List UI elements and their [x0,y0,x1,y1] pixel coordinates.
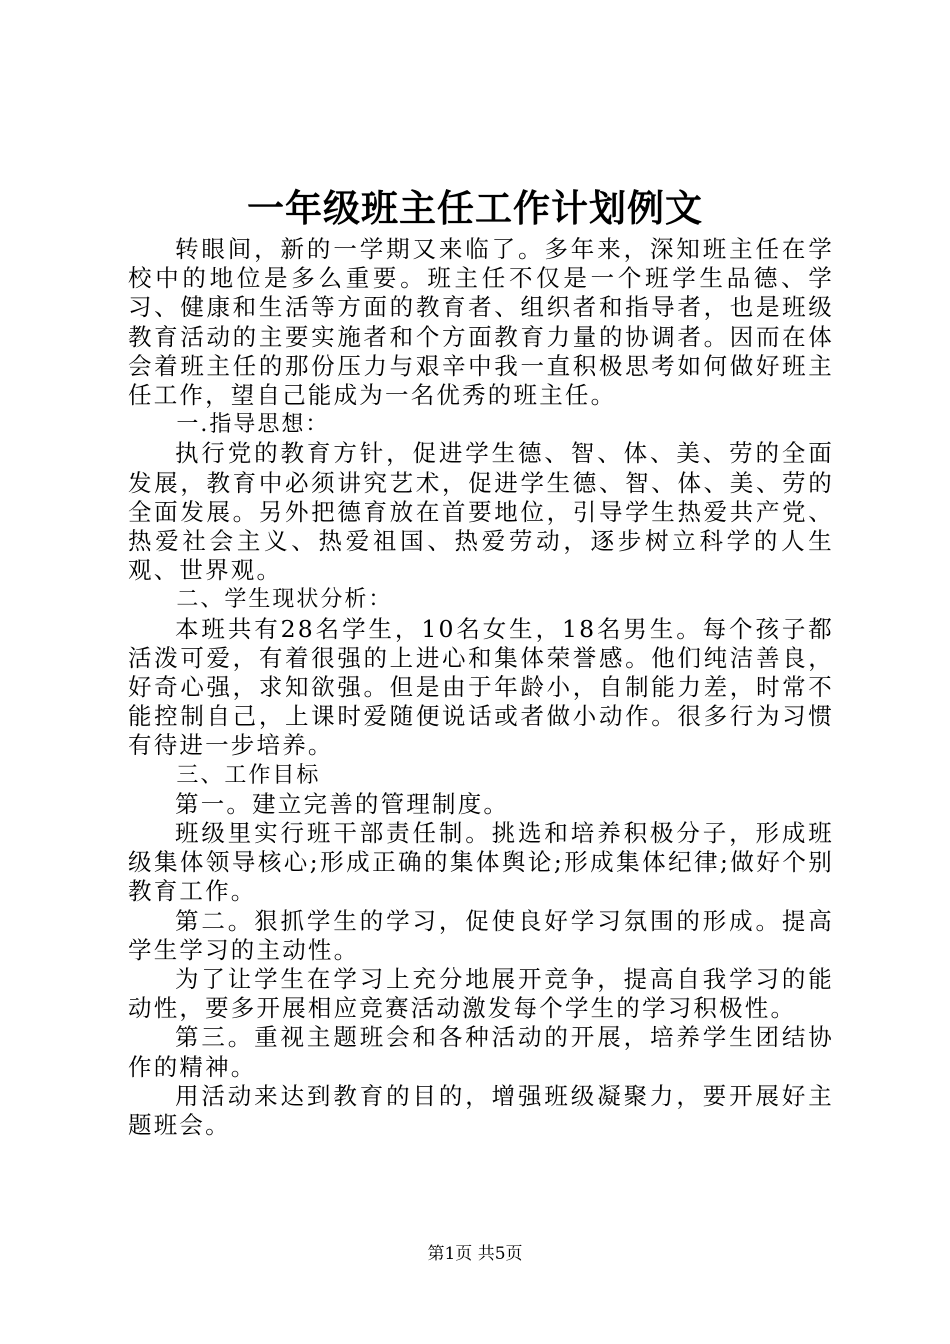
goal-two-paragraph: 为了让学生在学习上充分地展开竞争，提高自我学习的能动性，要多开展相应竞赛活动激发每个学生的学习积极性。 [128,965,834,1023]
goal-two-heading: 第二。狠抓学生的学习，促使良好学习氛围的形成。提高学生学习的主动性。 [128,906,834,964]
document-title: 一年级班主任工作计划例文 [247,186,703,230]
goal-one-heading: 第一。建立完善的管理制度。 [175,789,510,818]
goal-three-heading: 第三。重视主题班会和各种活动的开展，培养学生团结协作的精神。 [128,1023,834,1081]
student-analysis-paragraph: 本班共有28名学生，10名女生，18名男生。每个孩子都活泼可爱，有着很强的上进心和集体荣誉感。他们纯洁善良，好奇心强，求知欲强。但是由于年龄小，自制能力差，时常不能控制自己，上课时爱随便说话或者做小动作。很多行为习惯有待进一步培养。 [128,614,834,760]
goal-one-paragraph: 班级里实行班干部责任制。挑选和培养积极分子，形成班级集体领导核心;形成正确的集体舆论;形成集体纪律;做好个别教育工作。 [128,819,834,906]
guiding-thought-paragraph: 执行党的教育方针，促进学生德、智、体、美、劳的全面发展，教育中必须讲究艺术，促进学生德、智、体、美、劳的全面发展。另外把德育放在首要地位，引导学生热爱共产党、热爱社会主义、热爱祖国、热爱劳动，逐步树立科学的人生观、世界观。 [128,439,834,585]
section-heading-student-analysis: 二、学生现状分析： [176,587,393,613]
goal-three-paragraph: 用活动来达到教育的目的，增强班级凝聚力，要开展好主题班会。 [128,1081,834,1140]
section-heading-guiding-thought: 一.指导思想： [176,412,330,438]
document-body [128,235,834,1140]
section-heading-work-goals: 三、工作目标 [176,762,321,788]
intro-paragraph: 转眼间，新的一学期又来临了。多年来，深知班主任在学校中的地位是多么重要。班主任不仅是一个班学生品德、学习、健康和生活等方面的教育者、组织者和指导者，也是班级教育活动的主要实施者和个方面教育力量的协调者。因而在体会着班主任的那份压力与艰辛中我一直积极思考如何做好班主任工作，望自己能成为一名优秀的班主任。 [128,235,834,410]
page-number: 第1页 共5页 [427,1244,523,1264]
